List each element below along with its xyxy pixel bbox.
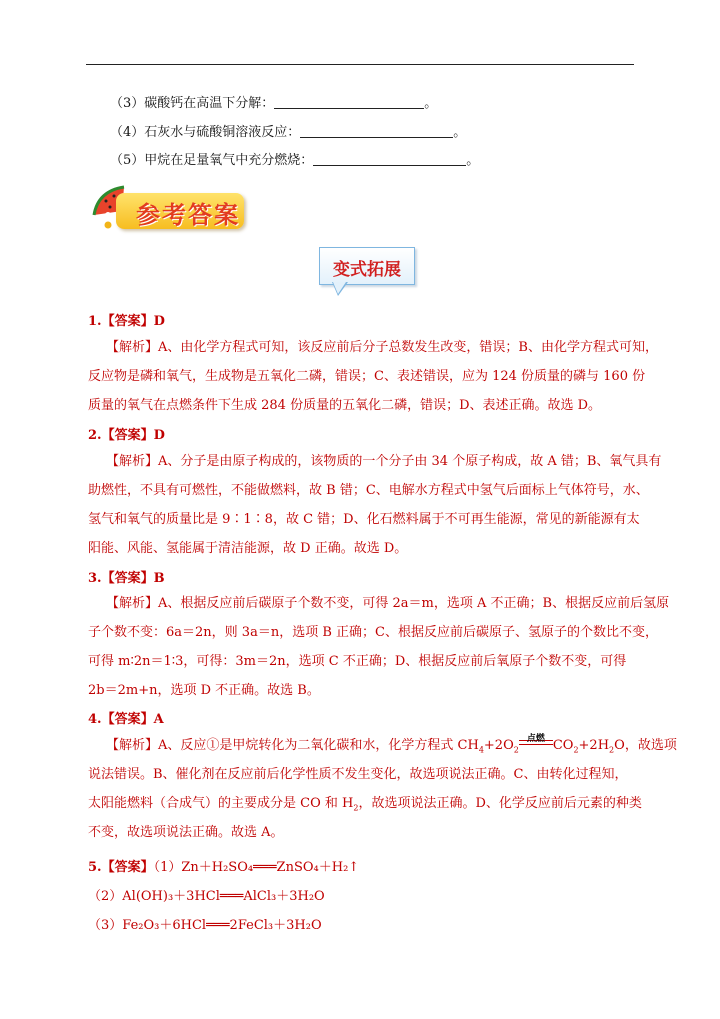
header-rule (86, 64, 634, 65)
answer-4-label: 4.【答案】A (88, 712, 164, 727)
explanation-line: 不变，故选项说法正确。故选 A。 (88, 825, 284, 840)
answer-3-explanation (88, 589, 670, 705)
explanation-line: 助燃性，不具有可燃性，不能做燃料，故 B 错；C、电解水方程式中氢气后面标上气体符号，水、 (88, 483, 649, 498)
answer-2-label: 2.【答案】D (88, 428, 165, 443)
question-5: （5）甲烷在足量氧气中充分燃烧： 。 (110, 153, 480, 168)
banner-title: 参考答案 (136, 201, 240, 229)
reference-answer-banner (88, 181, 248, 239)
explanation-line: 反应物是磷和氧气，生成物是五氧化二磷，错误；C、表述错误，应为 124 份质量的磷与 160 份 (88, 369, 646, 384)
callout-tail-inner (333, 282, 346, 294)
section-title: 变式拓展 (333, 260, 401, 280)
explanation-line: 说法错误。B、催化剂在反应前后化学性质不发生变化，故选项说法正确。C、由转化过程知， (88, 767, 628, 782)
explanation-line: 质量的氧气在点燃条件下生成 284 份质量的五氧化二磷，错误；D、表述正确。故选 D。 (88, 398, 602, 413)
question-4: （4）石灰水与硫酸铜溶液反应： 。 (110, 125, 467, 140)
reaction-arrow (519, 734, 553, 748)
explanation-line: 太阳能燃料（合成气）的主要成分是 CO 和 $H_2$，故选项说法正确。D、化学反应前后元素的种类 (88, 796, 642, 813)
answer-1-explanation (88, 333, 658, 420)
explanation-line: 2b＝2m+n，选项 D 不正确。故选 B。 (88, 683, 320, 698)
explanation-line: 可得 m∶2n＝1∶3，可得：3m＝2n，选项 C 不正确；D、根据反应前后氧原子个数不变，可得 (88, 654, 627, 669)
answer-1-label: 1.【答案】D (88, 314, 165, 329)
explanation-line: 阳能、风能、氢能属于清洁能源，故 D 正确。故选 D。 (88, 541, 408, 556)
answer-5 (88, 856, 359, 875)
equation-2: （2）Al(OH)₃＋3HCl═══AlCl₃＋3H₂O (88, 889, 325, 904)
explanation-line: 氢气和氧气的质量比是 9∶1∶8，故 C 错；D、化石燃料属于不可再生能源，常见的新能源有太 (88, 512, 640, 527)
answer-4-explanation (88, 731, 677, 847)
explanation-line: 【解析】A、根据反应前后碳原子个数不变，可得 2a＝m，选项 A 不正确；B、根据反应前后氢原 (106, 596, 670, 611)
reaction-condition: 点燃 (526, 734, 545, 744)
explanation-line: 【解析】A、由化学方程式可知，该反应前后分子总数发生改变，错误；B、由化学方程式可知， (106, 340, 658, 355)
question-5-text: （5）甲烷在足量氧气中充分燃烧： (110, 153, 314, 168)
answer-5-label: 5.【答案】 (88, 860, 154, 875)
question-3: （3）碳酸钙在高温下分解： 。 (110, 96, 438, 111)
equation-1: （1）Zn＋H₂SO₄═══ZnSO₄＋H₂↑ (153, 860, 360, 875)
question-3-text: （3）碳酸钙在高温下分解： (110, 96, 275, 111)
answer-blank (300, 125, 453, 138)
question-4-text: （4）石灰水与硫酸铜溶液反应： (110, 125, 301, 140)
equation-3: （3）Fe₂O₃＋6HCl═══2FeCl₃＋3H₂O (88, 918, 322, 933)
explanation-line: 【解析】A、分子是由原子构成的，该物质的一个分子由 34 个原子构成，故 A 错；B、氧气具有 (106, 454, 662, 469)
answer-blank (274, 96, 424, 109)
section-callout (319, 247, 415, 285)
explanation-line: 子个数不变：6a＝2n，则 3a＝n，选项 B 正确；C、根据反应前后碳原子、氢原子的个数比不变， (88, 625, 658, 640)
answer-2-explanation (88, 447, 662, 563)
explanation-line: 【解析】A、反应①是甲烷转化为二氧化碳和水，化学方程式 $CH_4+2O_2$ 点燃 $CO_2+2H_2O$，故选项 (88, 731, 636, 760)
answer-3-label: 3.【答案】B (88, 571, 165, 586)
answer-blank (313, 153, 466, 166)
